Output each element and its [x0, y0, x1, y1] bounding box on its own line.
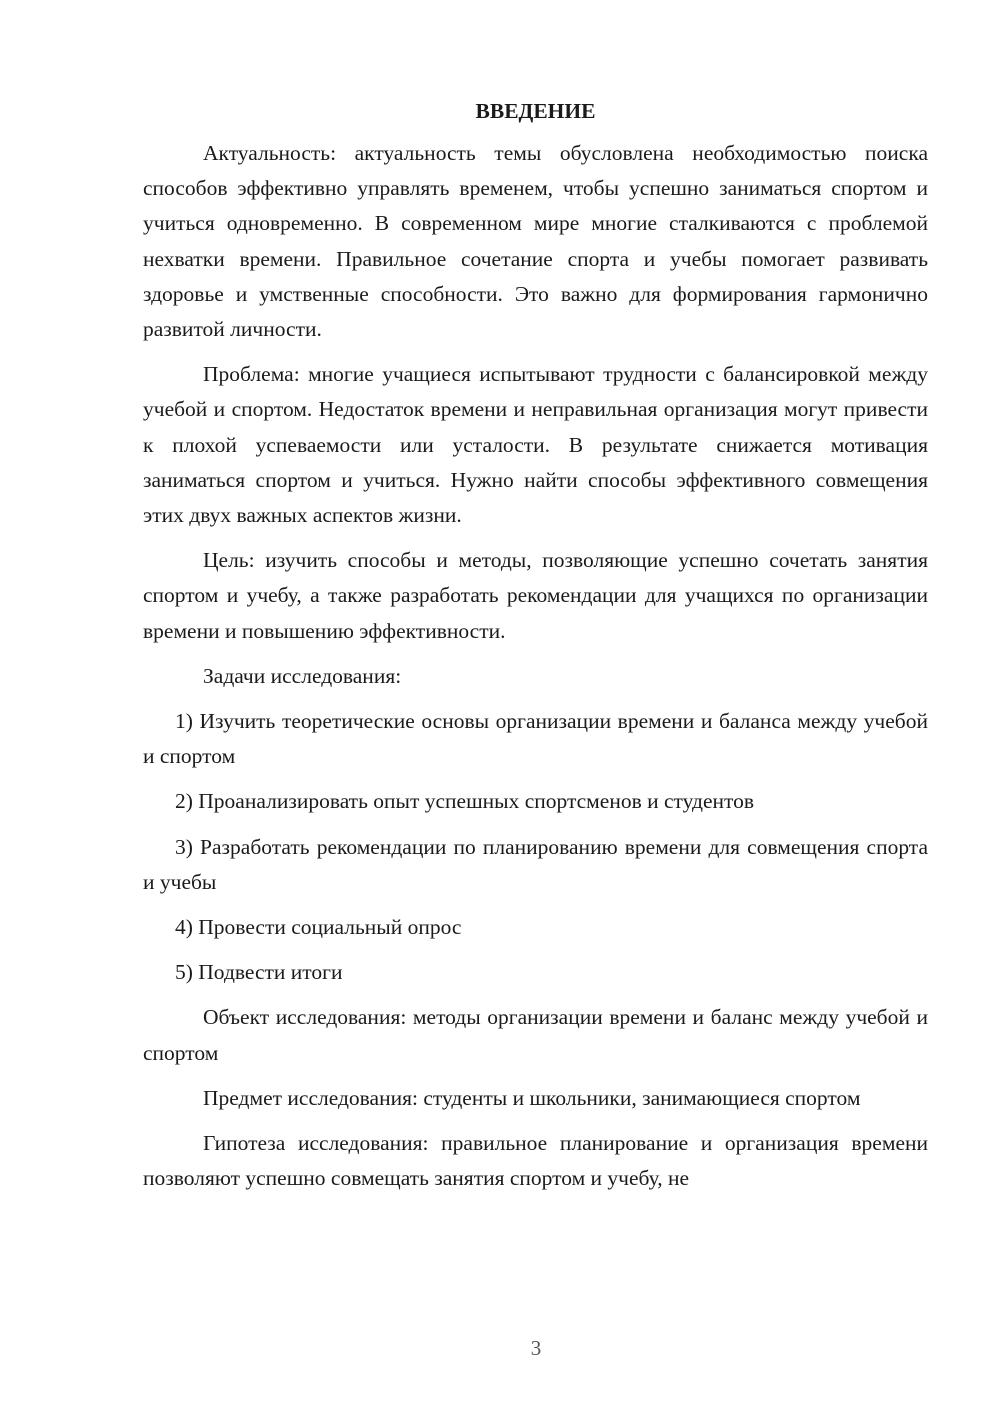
task-item-3: 3) Разработать рекомендации по планированию времени для совмещения спорта и учебы [143, 834, 928, 894]
task-item-2: 2) Проанализировать опыт успешных спортсменов и студентов [175, 789, 755, 814]
object-paragraph: Объект исследования: методы организации времени и баланс между учебой и спортом [143, 1005, 928, 1065]
problem-paragraph: Проблема: многие учащиеся испытывают трудности с балансировкой между учебой и спортом. Недостаток времени и неправильная организация могут привести к плохой успеваемости или усталости. В результате снижается мотивация заниматься спортом и учиться. Нужно найти способы эффективного совмещения этих двух важных аспектов жизни. [143, 362, 928, 528]
task-item-1: 1) Изучить теоретические основы организации времени и баланса между учебой и спортом [143, 709, 928, 769]
page-number: 3 [530, 1336, 542, 1360]
goal-paragraph: Цель: изучить способы и методы, позволяющие успешно сочетать занятия спортом и учебу, а также разработать рекомендации для учащихся по организации времени и повышению эффективности. [143, 548, 928, 643]
page-title: ВВЕДЕНИЕ [475, 99, 596, 123]
subject-paragraph: Предмет исследования: студенты и школьники, занимающиеся спортом [203, 1085, 861, 1110]
relevance-paragraph: Актуальность: актуальность темы обусловлена необходимостью поиска способов эффективно управлять временем, чтобы успешно заниматься спортом и учиться одновременно. В современном мире многие сталкиваются с проблемой нехватки времени. Правильное сочетание спорта и учебы помогает развивать здоровье и умственные способности. Это важно для формирования гармонично развитой личности. [143, 141, 928, 342]
task-item-4: 4) Провести социальный опрос [175, 915, 462, 940]
tasks-heading: Задачи исследования: [203, 663, 402, 688]
page-content [143, 96, 928, 1206]
hypothesis-paragraph: Гипотеза исследования: правильное планирование и организация времени позволяют успешно совмещать занятия спортом и учебу, не [143, 1131, 928, 1191]
task-item-5: 5) Подвести итоги [175, 960, 343, 985]
